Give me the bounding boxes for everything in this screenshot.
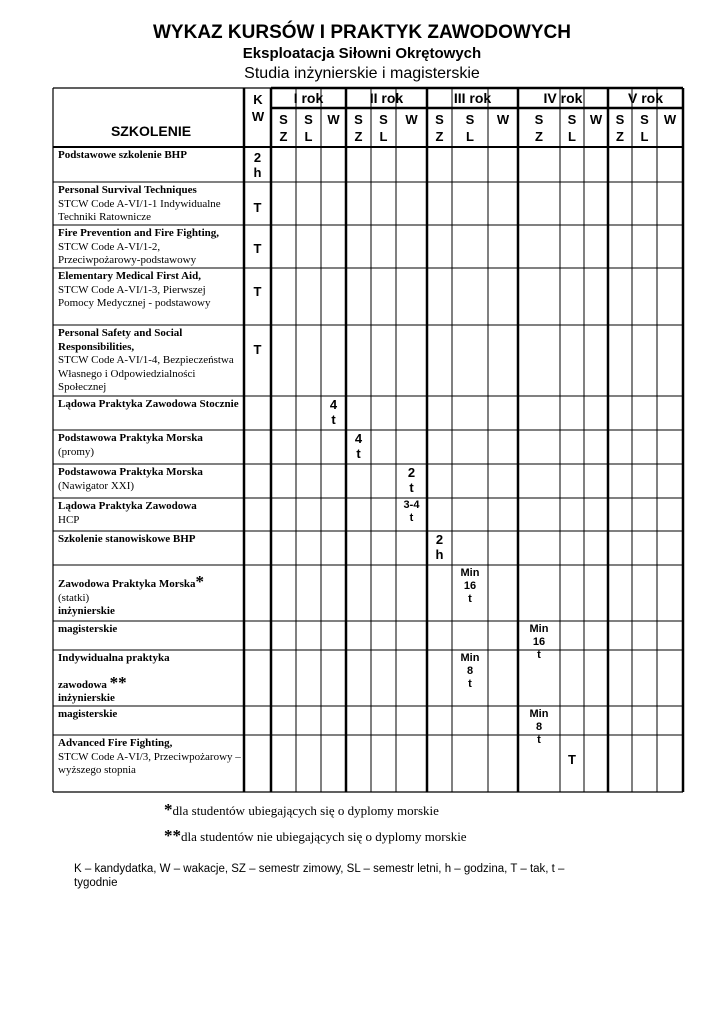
semester-header: W bbox=[589, 112, 603, 127]
semester-header: S Z bbox=[279, 112, 288, 144]
table-cell-value: T bbox=[568, 752, 576, 767]
footnote-1-star: * bbox=[164, 800, 173, 819]
semester-header: W bbox=[663, 112, 677, 127]
year-header: I rok bbox=[293, 90, 324, 106]
table-cell-value: 2 t bbox=[407, 465, 416, 495]
semester-header: S Z bbox=[354, 112, 363, 144]
semester-header: S Z bbox=[615, 112, 625, 144]
year-header: III rok bbox=[453, 90, 492, 106]
table-cell-value: 2 h bbox=[253, 150, 262, 180]
footnote-1-text: dla studentów ubiegających się o dyplomy morskie bbox=[172, 803, 439, 818]
table-cell-value: 2 h bbox=[435, 532, 444, 562]
row-label: Szkolenie stanowiskowe BHP bbox=[58, 533, 196, 545]
semester-header: S L bbox=[567, 112, 577, 144]
year-header: IV rok bbox=[543, 90, 583, 106]
row-label: Podstawowa Praktyka Morska (Nawigator XXI) bbox=[58, 466, 203, 492]
table-cell-value: Min 8 t bbox=[460, 652, 480, 690]
row-label: Elementary Medical First Aid, STCW Code A-VI/1-3, Pierwszej Pomocy Medycznej - podstawowy bbox=[58, 270, 211, 310]
table-cell-value: Min 8 t bbox=[529, 708, 549, 746]
semester-header: S L bbox=[304, 112, 313, 144]
footnote-2 bbox=[164, 826, 467, 846]
semester-header: S Z bbox=[534, 112, 544, 144]
row-label: Podstawowa Praktyka Morska (promy) bbox=[58, 432, 203, 458]
page-subtitle: Eksploatacja Siłowni Okrętowych bbox=[242, 45, 482, 62]
semester-header: W bbox=[496, 112, 510, 127]
semester-header: S L bbox=[379, 112, 388, 144]
legend: K – kandydatka, W – wakacje, SZ – semestr zimowy, SL – semestr letni, h – godzina, T – tak, t – tygodnie bbox=[74, 863, 565, 889]
row-label: Lądowa Praktyka Zawodowa HCP bbox=[58, 500, 197, 526]
semester-header: S Z bbox=[435, 112, 444, 144]
table-cell-value: T bbox=[253, 241, 262, 256]
page-subtitle-2: Studia inżynierskie i magisterskie bbox=[244, 65, 480, 82]
semester-header: S L bbox=[465, 112, 475, 144]
table-cell-value: 4 t bbox=[354, 431, 363, 461]
table-cell-value: T bbox=[253, 200, 262, 215]
table-cell-value: 4 t bbox=[329, 397, 338, 427]
table-cell-value: Min 16 t bbox=[529, 623, 549, 661]
table-cell-value: 3-4 t bbox=[403, 499, 420, 524]
row-label: Podstawowe szkolenie BHP bbox=[58, 149, 187, 161]
semester-header: S L bbox=[640, 112, 649, 144]
k-header: K W bbox=[251, 92, 265, 124]
semester-header: W bbox=[327, 112, 340, 127]
table-cell-value: T bbox=[253, 284, 262, 299]
page-title: WYKAZ KURSÓW I PRAKTYK ZAWODOWYCH bbox=[153, 22, 571, 43]
row-label: Personal Safety and Social Responsibilities, STCW Code A-VI/1-4, Bezpieczeństwa Własnego i Odpowiedzialności Społecznej bbox=[58, 327, 234, 394]
row-label: Advanced Fire Fighting, STCW Code A-VI/3, Przeciwpożarowy – wyższego stopnia bbox=[58, 737, 241, 777]
row-label: magisterskie bbox=[58, 623, 118, 635]
footnote-2-text: dla studentów nie ubiegających się o dyplomy morskie bbox=[181, 829, 467, 844]
footnote-2-star: ** bbox=[164, 826, 181, 845]
year-header: V rok bbox=[627, 90, 663, 106]
footnote-1 bbox=[164, 800, 439, 820]
semester-header: W bbox=[405, 112, 418, 127]
row-label: Lądowa Praktyka Zawodowa Stocznie bbox=[58, 398, 239, 410]
corner-label: SZKOLENIE bbox=[110, 123, 192, 139]
row-label: magisterskie bbox=[58, 708, 118, 720]
table-cell-value: T bbox=[253, 342, 262, 357]
row-label: Fire Prevention and Fire Fighting, STCW Code A-VI/1-2, Przeciwpożarowy-podstawowy bbox=[58, 227, 220, 267]
row-label: Indywidualna praktyka zawodowa ** inżynierskie bbox=[58, 652, 170, 705]
row-label: Zawodowa Praktyka Morska* (statki) inżynierskie bbox=[58, 572, 205, 618]
table-cell-value: Min 16 t bbox=[460, 567, 480, 605]
year-header: II rok bbox=[369, 90, 404, 106]
row-label: Personal Survival Techniques STCW Code A-VI/1-1 Indywidualne Techniki Ratownicze bbox=[58, 184, 221, 224]
